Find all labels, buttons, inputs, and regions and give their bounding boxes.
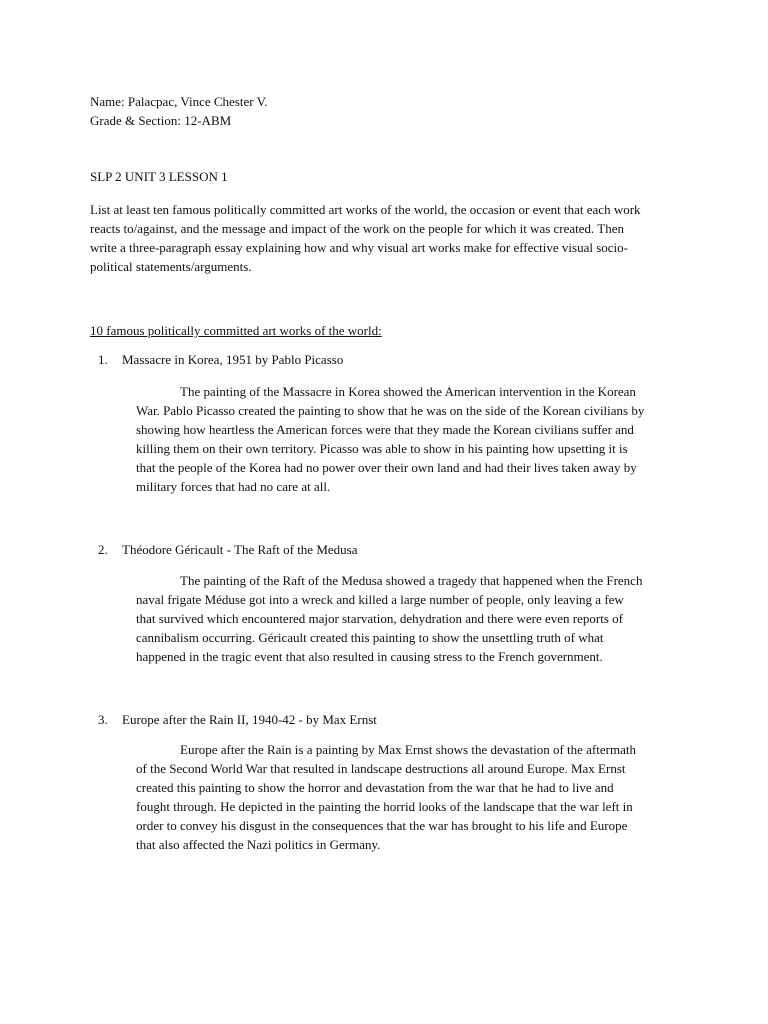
list-item-number: 3. bbox=[98, 712, 108, 727]
artwork-title: Théodore Géricault - The Raft of the Medusa bbox=[122, 542, 358, 557]
list-item-title bbox=[98, 350, 343, 369]
list-heading: 10 famous politically committed art works of the world: bbox=[90, 323, 382, 338]
description-line: The painting of the Raft of the Medusa showed a tragedy that happened when the French bbox=[180, 573, 643, 588]
description-line: War. Pablo Picasso created the painting to show that he was on the side of the Korean civilians by bbox=[136, 403, 645, 418]
student-header bbox=[90, 92, 690, 130]
instructions-paragraph bbox=[90, 200, 690, 276]
artwork-description bbox=[136, 571, 681, 666]
description-line: happened in the tragic event that also resulted in causing stress to the French government. bbox=[136, 649, 603, 664]
description-line: military forces that had no care at all. bbox=[136, 479, 331, 494]
artwork-title: Massacre in Korea, 1951 by Pablo Picasso bbox=[122, 352, 344, 367]
list-item-title bbox=[98, 710, 377, 729]
student-name: Name: Palacpac, Vince Chester V. bbox=[90, 94, 268, 109]
instructions-line: List at least ten famous politically committed art works of the world, the occasion or event that each work bbox=[90, 202, 641, 217]
grade-section: Grade & Section: 12-ABM bbox=[90, 113, 232, 128]
lesson-title: SLP 2 UNIT 3 LESSON 1 bbox=[90, 169, 228, 184]
description-line: that survived which encountered major starvation, dehydration and there were even reports of bbox=[136, 611, 623, 626]
description-line: fought through. He depicted in the painting the horrid looks of the landscape that the war left in bbox=[136, 799, 633, 814]
description-line: naval frigate Méduse got into a wreck and killed a large number of people, only leaving a few bbox=[136, 592, 624, 607]
description-line: The painting of the Massacre in Korea showed the American intervention in the Korean bbox=[180, 384, 636, 399]
list-item-title bbox=[98, 540, 357, 559]
description-line: cannibalism occurring. Géricault created this painting to show the unsettling truth of what bbox=[136, 630, 604, 645]
artwork-description bbox=[136, 382, 681, 496]
description-line: showing how heartless the American forces were that they made the Korean civilians suffer and bbox=[136, 422, 634, 437]
description-line: created this painting to show the horror and devastation from the war that he had to live and bbox=[136, 780, 614, 795]
description-line: that also affected the Nazi politics in Germany. bbox=[136, 837, 381, 852]
instructions-line: write a three-paragraph essay explaining how and why visual art works make for effective visual socio- bbox=[90, 240, 628, 255]
artwork-description bbox=[136, 740, 681, 854]
description-line: of the Second World War that resulted in landscape destructions all around Europe. Max Ernst bbox=[136, 761, 626, 776]
description-line: order to convey his disgust in the consequences that the war has brought to his life and Europe bbox=[136, 818, 628, 833]
instructions-line: political statements/arguments. bbox=[90, 259, 252, 274]
artwork-title: Europe after the Rain II, 1940-42 - by Max Ernst bbox=[122, 712, 377, 727]
description-line: that the people of the Korea had no power over their own land and had their lives taken away by bbox=[136, 460, 637, 475]
description-line: Europe after the Rain is a painting by Max Ernst shows the devastation of the aftermath bbox=[180, 742, 636, 757]
list-item-number: 1. bbox=[98, 352, 108, 367]
description-line: killing them on their own territory. Picasso was able to show in his painting how upsetting it is bbox=[136, 441, 628, 456]
instructions-line: reacts to/against, and the message and impact of the work on the people for which it was created. Then bbox=[90, 221, 625, 236]
list-item-number: 2. bbox=[98, 542, 108, 557]
